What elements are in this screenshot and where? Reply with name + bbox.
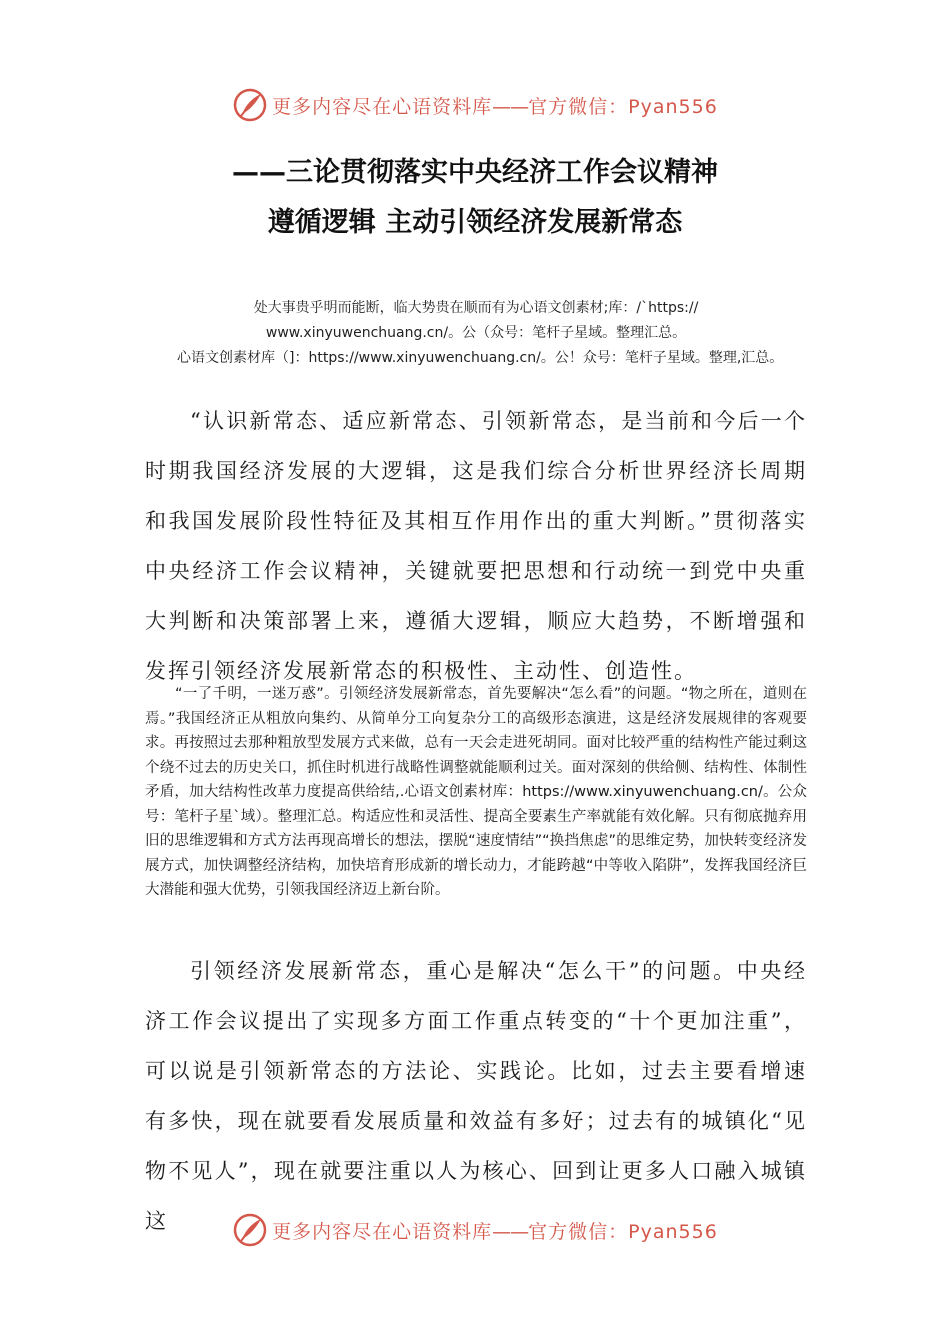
quill-logo-icon (232, 87, 268, 123)
paragraph-1-block (145, 396, 807, 696)
paragraph-2: “一了千明，一迷万惑”。引领经济发展新常态，首先要解决“怎么看”的问题。“物之所在，道则在焉。”我国经济正从粗放向集约、从简单分工向复杂分工的高级形态演进，这是经济发展规律的客观要求。再按照过去那种粗放型发展方式来做，总有一天会走进死胡同。面对比较严重的结构性产能过剩这个绕不过去的历史关口，抓住时机进行战略性调整就能顺利过关。面对深刻的供给侧、结构性、体制性矛盾，加大结构性改革力度提高供给结,.心语文创素材库：https://www.xinyuwenchuang.cn/。公众号：笔杆子星`域）。整理汇总。构适应性和灵活性、提高全要素生产率就能有效化解。只有彻底抛弃用旧的思维逻辑和方式方法再现高增长的想法，摆脱“速度情结”“换挡焦虑”的思维定势，加快转变经济发展方式，加快调整经济结构，加快培育形成新的增长动力，才能跨越“中等收入陷阱”，发挥我国经济巨大潜能和强大优势，引领我国经济迈上新台阶。 (145, 686, 807, 898)
footer-banner (0, 1210, 950, 1250)
source-note-line-1: 处大事贵乎明而能断，临大势贵在顺而有为心语文创素材;库：/`https:// (253, 300, 699, 316)
paragraph-3: 引领经济发展新常态，重心是解决“怎么干”的问题。中央经济工作会议提出了实现多方面工作重点转变的“十个更加注重”，可以说是引领新常态的方法论、实践论。比如，过去主要看增速有多快，现在就要看发展质量和效益有多好；过去有的城镇化“见物不见人”，现在就要注重以人为核心、回到让更多人口融入城镇这 (145, 959, 807, 1233)
paragraph-2-block (145, 682, 807, 903)
source-note-line-3: 心语文创素材库（]：https://www.xinyuwenchuang.cn/。公！众号：笔杆子星域。整理,汇总。 (177, 350, 784, 366)
paragraph-1: “认识新常态、适应新常态、引领新常态，是当前和今后一个时期我国经济发展的大逻辑，这是我们综合分析世界经济长周期和我国发展阶段性特征及其相互作用作出的重大判断。”贯彻落实中央经济工作会议精神，关键就要把思想和行动统一到党中央重大判断和决策部署上来，遵循大逻辑，顺应大趋势，不断增强和发挥引领经济发展新常态的积极性、主动性、创造性。 (145, 409, 807, 683)
paragraph-3-block (145, 946, 807, 1246)
subtitle: ——三论贯彻落实中央经济工作会议精神 (232, 157, 718, 188)
source-note-line-2: www.xinyuwenchuang.cn/。公（众号：笔杆子星域。整理汇总。 (265, 325, 687, 341)
quill-logo-icon (232, 1212, 268, 1248)
page-title: 遵循逻辑 主动引领经济发展新常态 (267, 207, 683, 238)
banner-text: 更多内容尽在心语资料库——官方微信：Pyan556 (272, 1220, 718, 1243)
banner-text: 更多内容尽在心语资料库——官方微信：Pyan556 (272, 95, 718, 118)
source-note (145, 296, 807, 371)
header-banner (0, 85, 950, 125)
